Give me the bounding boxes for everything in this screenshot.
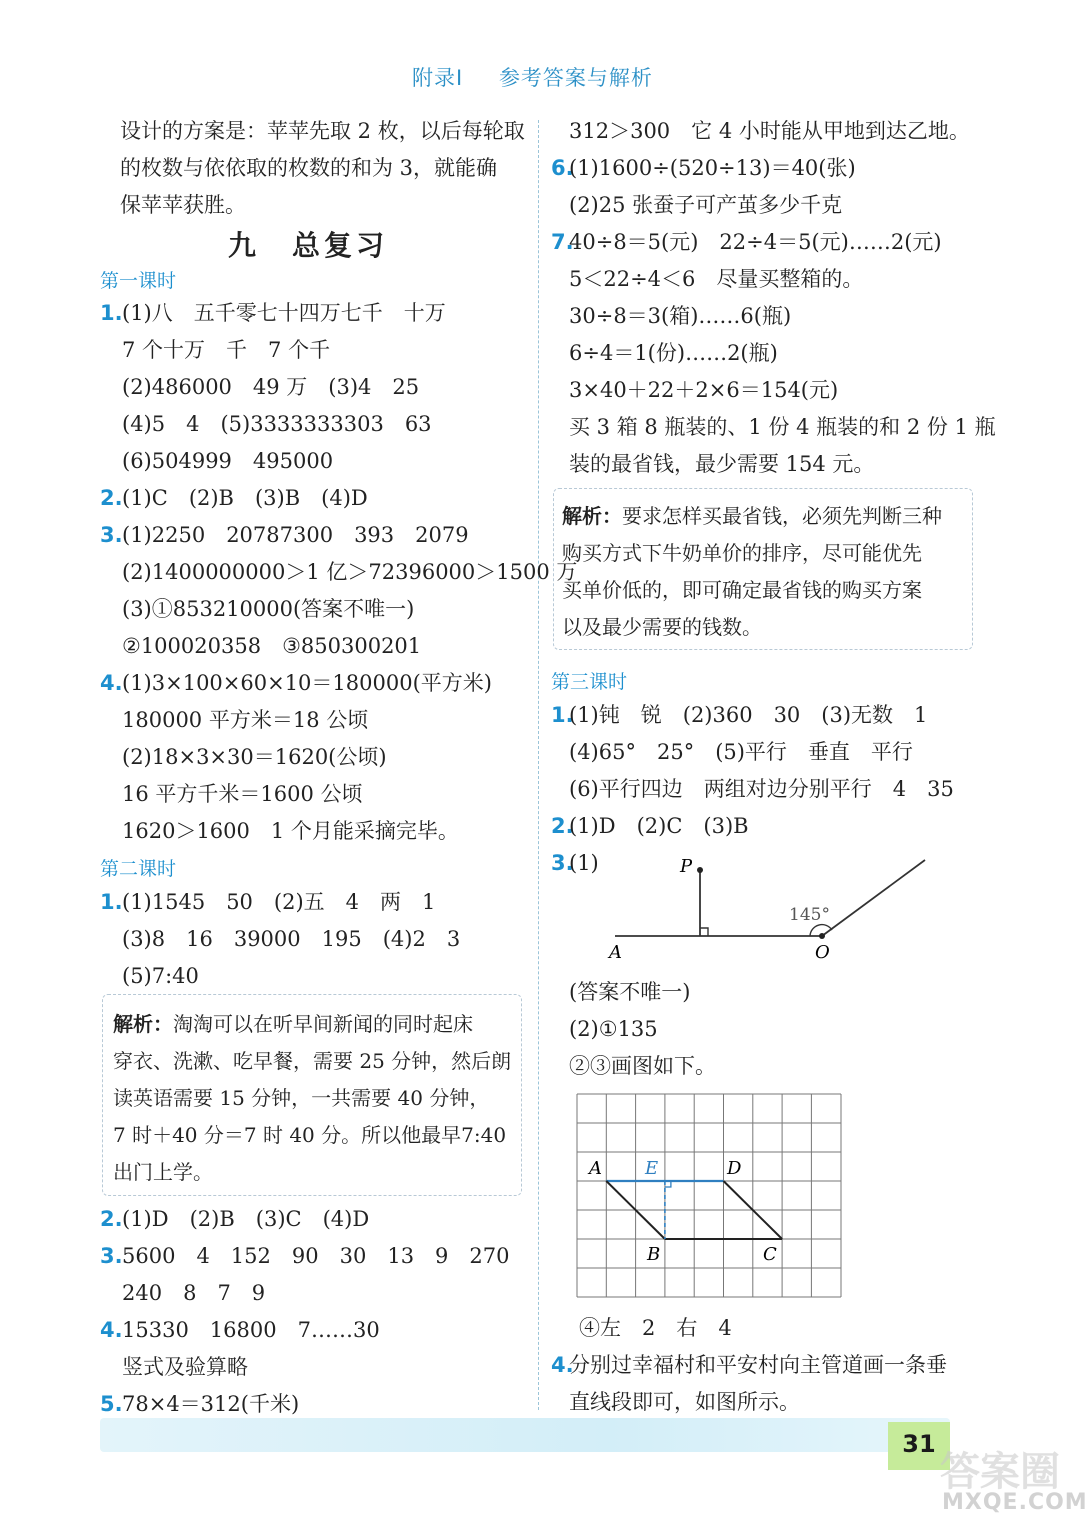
- answer-line: 180000 平方米＝18 公顷: [122, 708, 369, 732]
- question-number: 3.: [100, 1244, 123, 1268]
- analysis-line: 穿衣、洗漱、吃早餐，需要 25 分钟，然后朗: [113, 1049, 512, 1073]
- answer-line: 买 3 箱 8 瓶装的、1 份 4 瓶装的和 2 份 1 瓶: [569, 415, 996, 439]
- answer-line: 30÷8＝3(箱)……6(瓶): [569, 304, 792, 328]
- angle-label: 145°: [789, 905, 830, 925]
- answer-line: (4)5 4 (5)3333333303 63: [122, 412, 432, 436]
- question-number: 4.: [551, 1353, 574, 1377]
- watermark-url: MXQE.COM: [942, 1490, 1088, 1515]
- point-p: [697, 867, 703, 873]
- lesson-3-heading: 第三课时: [551, 671, 628, 693]
- answer-line: 312＞300 它 4 小时能从甲地到达乙地。: [569, 119, 970, 143]
- analysis-line: 出门上学。: [113, 1160, 213, 1184]
- figure-perpendicular: [595, 848, 935, 968]
- answer-line: (2)18×3×30＝1620(公顷): [122, 745, 387, 769]
- question-number: 5.: [100, 1392, 123, 1416]
- footer-band: [100, 1418, 950, 1452]
- answer-line: ④左 2 右 4: [579, 1316, 732, 1340]
- header-title: 参考答案与解析: [498, 66, 653, 90]
- label-e: E: [645, 1158, 659, 1179]
- question-number: 1.: [100, 890, 123, 914]
- analysis-text: 淘淘可以在听早间新闻的同时起床: [173, 1012, 473, 1036]
- answer-line: (6)平行四边 两组对边分别平行 4 35: [569, 777, 954, 801]
- answer-line: (6)504999 495000: [122, 449, 334, 473]
- analysis-line: 读英语需要 15 分钟，一共需要 40 分钟，: [113, 1086, 490, 1110]
- answer-line: 直线段即可，如图所示。: [569, 1390, 800, 1414]
- chapter-title: 九 总复习: [228, 229, 389, 262]
- answer-line: (2)486000 49 万 (3)4 25: [122, 375, 420, 399]
- answer-line: (4)65° 25° (5)平行 垂直 平行: [569, 740, 913, 764]
- label-o: O: [815, 942, 830, 963]
- question-number: 3.: [100, 523, 123, 547]
- answer-line: (1)3×100×60×10＝180000(平方米): [122, 671, 492, 695]
- answer-line: (3)①853210000(答案不唯一): [122, 597, 415, 621]
- question-number: 3.: [551, 851, 574, 875]
- answer-line: 16 平方千米＝1600 公顷: [122, 782, 363, 806]
- answer-line: (1)2250 20787300 393 2079: [122, 523, 469, 547]
- label-c: C: [763, 1244, 777, 1265]
- page-number: 31: [888, 1422, 950, 1470]
- analysis-line: 购买方式下牛奶单价的排序，尽可能优先: [562, 541, 922, 565]
- answer-line: 3×40＋22＋2×6＝154(元): [569, 378, 839, 402]
- answer-line: (1)钝 锐 (2)360 30 (3)无数 1: [569, 703, 928, 727]
- analysis-box: [553, 488, 973, 650]
- answer-line: 240 8 7 9: [122, 1281, 266, 1305]
- ray-from-o: [822, 860, 925, 936]
- answer-line: 5＜22÷4＜6 尽量买整箱的。: [569, 267, 864, 291]
- analysis-line: 7 时＋40 分＝7 时 40 分。所以他最早7:40: [113, 1123, 507, 1147]
- intro-line: 的枚数与依依取的枚数的和为 3，就能确: [120, 156, 498, 180]
- column-divider: [538, 120, 539, 1410]
- answer-line: (2)1400000000＞1 亿＞72396000＞1500 万: [122, 560, 578, 584]
- answer-line: (1): [569, 851, 599, 875]
- intro-line: 保苹苹获胜。: [120, 193, 246, 217]
- answer-line: 装的最省钱，最少需要 154 元。: [569, 452, 875, 476]
- answer-line: 竖式及验算略: [122, 1355, 248, 1379]
- figure-grid-parallelogram: [575, 1092, 845, 1300]
- header-appendix: 附录Ⅰ: [412, 66, 464, 90]
- question-number: 2.: [551, 814, 574, 838]
- label-d: D: [727, 1158, 742, 1179]
- question-number: 4.: [100, 1318, 123, 1342]
- question-number: 2.: [100, 486, 123, 510]
- analysis-line: [113, 1011, 473, 1037]
- right-angle-mark: [700, 928, 708, 936]
- answer-line: (答案不唯一): [569, 980, 691, 1004]
- answer-line: 分别过幸福村和平安村向主管道画一条垂: [569, 1353, 947, 1377]
- answer-line: 7 个十万 千 7 个千: [122, 338, 331, 362]
- analysis-line: [562, 503, 942, 529]
- analysis-label: 解析：: [113, 1012, 173, 1036]
- answer-line: ②③画图如下。: [569, 1054, 716, 1078]
- page-header: [0, 62, 1065, 92]
- analysis-box: [102, 994, 522, 1196]
- answer-line: (1)八 五千零七十四万七千 十万: [122, 301, 446, 325]
- answer-line: (2)①135: [569, 1017, 658, 1041]
- answer-line: 5600 4 152 90 30 13 9 270: [122, 1244, 510, 1268]
- question-number: 6.: [551, 156, 574, 180]
- answer-line: (1)1545 50 (2)五 4 两 1: [122, 890, 436, 914]
- intro-line: 设计的方案是：苹苹先取 2 枚，以后每轮取: [120, 119, 525, 143]
- answer-line: (1)D (2)B (3)C (4)D: [122, 1207, 370, 1231]
- label-p: P: [680, 856, 693, 877]
- answer-line: 15330 16800 7……30: [122, 1318, 380, 1342]
- watermark-logo: [940, 1440, 1088, 1530]
- watermark-text: 答案圈: [940, 1449, 1060, 1495]
- label-b: B: [647, 1244, 661, 1265]
- answer-line: (1)1600÷(520÷13)＝40(张): [569, 156, 856, 180]
- question-number: 7.: [551, 230, 574, 254]
- analysis-label: 解析：: [562, 504, 622, 528]
- question-number: 1.: [551, 703, 574, 727]
- answer-line: (2)25 张蚕子可产茧多少千克: [569, 193, 843, 217]
- question-number: 1.: [100, 301, 123, 325]
- lesson-2-heading: 第二课时: [100, 858, 177, 880]
- analysis-line: 以及最少需要的钱数。: [562, 615, 762, 639]
- label-a: A: [609, 942, 622, 963]
- answer-line: 6÷4＝1(份)……2(瓶): [569, 341, 778, 365]
- answer-line: ②100020358 ③850300201: [122, 634, 422, 658]
- question-number: 2.: [100, 1207, 123, 1231]
- lesson-1-heading: 第一课时: [100, 270, 177, 292]
- question-number: 4.: [100, 671, 123, 695]
- answer-line: 1620＞1600 1 个月能采摘完毕。: [122, 819, 459, 843]
- analysis-text: 要求怎样买最省钱，必须先判断三种: [622, 504, 942, 528]
- grid-lines: [577, 1094, 841, 1297]
- answer-line: 40÷8＝5(元) 22÷4＝5(元)……2(元): [569, 230, 942, 254]
- label-a: A: [589, 1158, 602, 1179]
- answer-line: (3)8 16 39000 195 (4)2 3: [122, 927, 461, 951]
- answer-line: (1)D (2)C (3)B: [569, 814, 749, 838]
- analysis-line: 买单价低的，即可确定最省钱的购买方案: [562, 578, 922, 602]
- answer-line: 78×4＝312(千米): [122, 1392, 300, 1416]
- answer-line: (1)C (2)B (3)B (4)D: [122, 486, 368, 510]
- answer-line: (5)7:40: [122, 964, 199, 988]
- point-o: [819, 933, 825, 939]
